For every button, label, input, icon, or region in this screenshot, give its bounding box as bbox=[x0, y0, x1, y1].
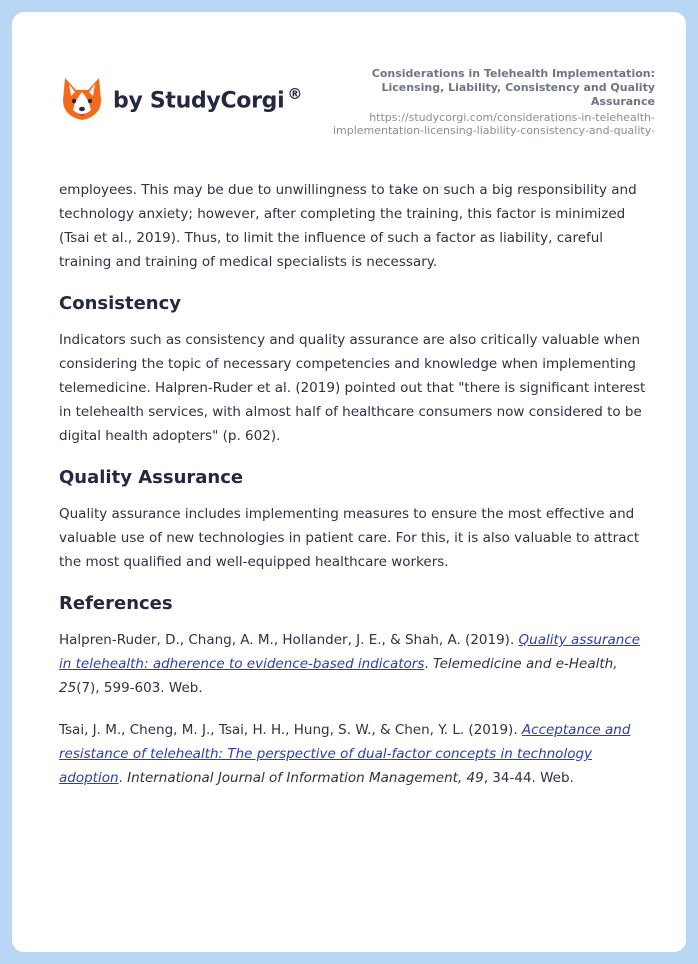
reference-title-link[interactable]: Quality assurance in telehealth: adherence to evidence-based indicators bbox=[59, 632, 641, 672]
reference-volume: 25 bbox=[59, 680, 77, 696]
reference-authors: Halpren-Ruder, D., Chang, A. M., Hollander, J. E., & Shah, A. (2019). bbox=[59, 632, 519, 648]
document-page bbox=[12, 12, 686, 952]
document-url[interactable]: https://studycorgi.com/considerations-in-telehealth-implementation-licensing-liability-consistency-and-quality- bbox=[332, 111, 655, 137]
quality-assurance-heading: Quality Assurance bbox=[59, 467, 244, 488]
reference-authors: Tsai, J. M., Cheng, M. J., Tsai, H. H., Hung, S. W., & Chen, Y. L. (2019). bbox=[59, 722, 522, 738]
reference-journal: Telemedicine and e-Health, bbox=[432, 656, 618, 672]
reference-item bbox=[59, 628, 655, 700]
consistency-heading: Consistency bbox=[59, 293, 182, 314]
document-meta bbox=[315, 67, 655, 137]
intro-paragraph: employees. This may be due to unwillingness to take on such a big responsibility and technology anxiety; however, after completing the training, this factor is minimized (Tsai et al., 2019). Thus, to limit the influence of such a factor as liability, careful training and training of medical specialists is necessary. bbox=[59, 182, 637, 270]
reference-punct: . bbox=[118, 770, 128, 786]
quality-assurance-paragraph: Quality assurance includes implementing measures to ensure the most effective and valuable use of new technologies in patient care. For this, it is also valuable to attract the most qualified and well-equipped healthcare workers. bbox=[59, 506, 640, 570]
reference-rest: , 34-44. Web. bbox=[483, 770, 574, 786]
reference-item bbox=[59, 718, 655, 790]
reference-volume: 49 bbox=[466, 770, 484, 786]
logo-text: by StudyCorgi ® bbox=[113, 84, 303, 114]
corgi-icon bbox=[61, 76, 103, 122]
document-title: Considerations in Telehealth Implementation: Licensing, Liability, Consistency and Quality Assurance bbox=[371, 67, 655, 108]
references-heading: References bbox=[59, 593, 173, 614]
consistency-paragraph: Indicators such as consistency and quality assurance are also critically valuable when considering the topic of necessary competencies and knowledge when implementing telemedicine. Halpren-Ruder et al. (2019) pointed out that "there is significant interest in telehealth services, with almost half of healthcare consumers now considered to be digital health adopters" (p. 602). bbox=[59, 332, 646, 444]
reference-rest: (7), 599-603. Web. bbox=[76, 680, 203, 696]
reference-journal: International Journal of Information Management, bbox=[127, 770, 467, 786]
registered-mark: ® bbox=[287, 84, 303, 103]
reference-title-link[interactable]: Acceptance and resistance of telehealth: The perspective of dual-factor concepts in technology adoption bbox=[59, 722, 631, 786]
document-content bbox=[59, 178, 655, 808]
studycorgi-logo[interactable] bbox=[61, 76, 302, 122]
reference-punct: . bbox=[424, 656, 433, 672]
